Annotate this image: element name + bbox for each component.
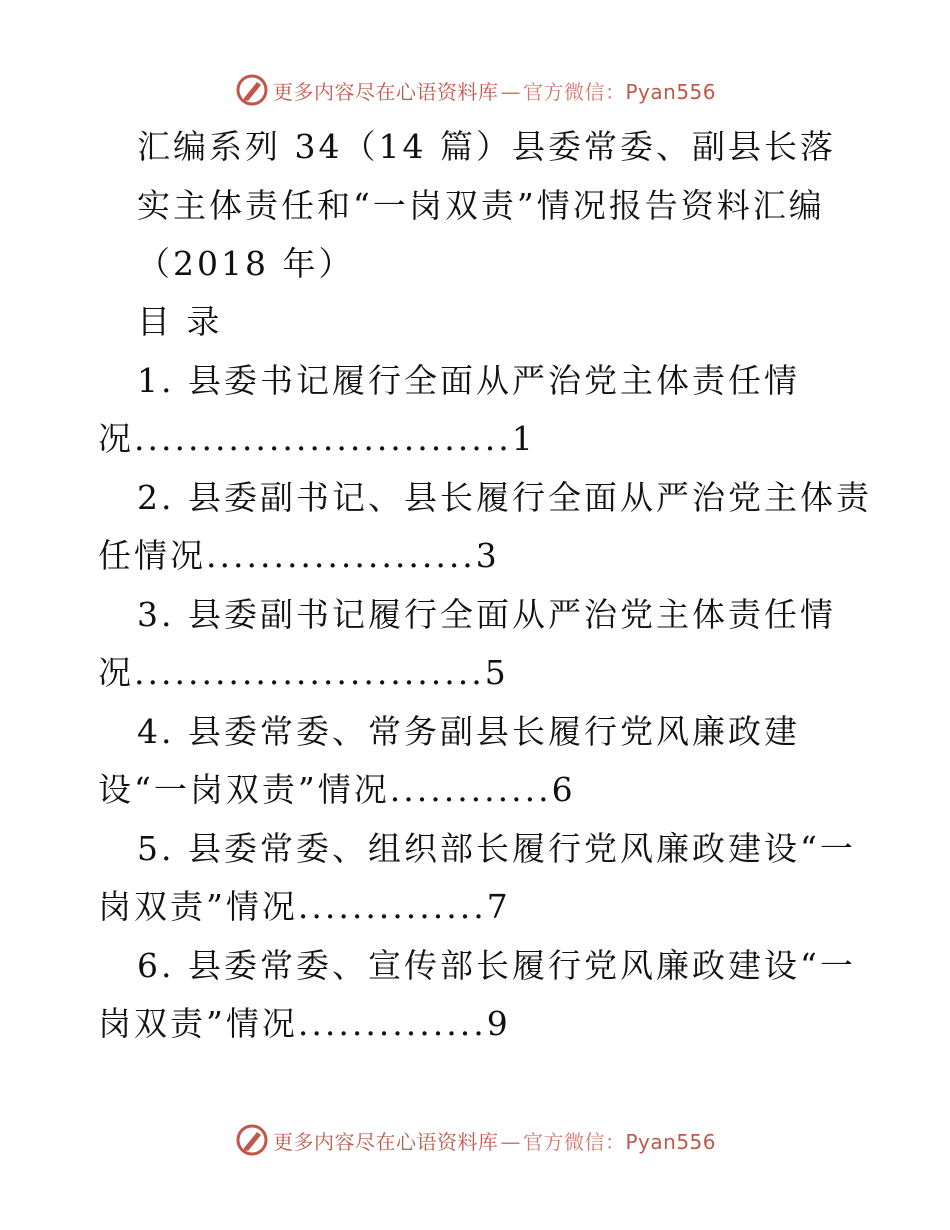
watermark-main: 更多内容尽在心语资料库 [273, 1129, 499, 1154]
toc-item-6-line-2: 岗双责”情况..............9 [98, 1004, 511, 1043]
pen-logo-icon [235, 1123, 269, 1157]
watermark-channel: 官方微信： [523, 1129, 626, 1154]
toc-item-4-line-1: 4. 县委常委、常务副县长履行党风廉政建 [137, 712, 800, 751]
header-watermark [235, 70, 716, 110]
watermark-dash: — [500, 79, 521, 104]
toc-item-2-line-1: 2. 县委副书记、县长履行全面从严治党主体责 [137, 478, 872, 517]
toc-item-5-line-2: 岗双责”情况..............7 [98, 887, 511, 926]
watermark-main: 更多内容尽在心语资料库 [273, 79, 499, 104]
toc-item-6-line-1: 6. 县委常委、宣传部长履行党风廉政建设“一 [137, 946, 856, 985]
document-title-line-2: 实主体责任和“一岗双责”情况报告资料汇编 [137, 186, 825, 225]
watermark-text [273, 76, 716, 105]
toc-item-5-line-1: 5. 县委常委、组织部长履行党风廉政建设“一 [137, 829, 856, 868]
toc-item-1-line-1: 1. 县委书记履行全面从严治党主体责任情 [137, 361, 800, 400]
watermark-channel: 官方微信： [523, 79, 626, 104]
watermark-account: Pyan556 [625, 79, 717, 104]
toc-item-1-line-2: 况............................1 [98, 419, 536, 458]
toc-item-3-line-1: 3. 县委副书记履行全面从严治党主体责任情 [137, 595, 836, 634]
watermark-text [273, 1126, 716, 1155]
watermark-dash: — [500, 1129, 521, 1154]
toc-heading: 目 录 [137, 302, 223, 341]
watermark-account: Pyan556 [625, 1129, 717, 1154]
footer-watermark [235, 1120, 716, 1160]
document-title-line-1: 汇编系列 34（14 篇）县委常委、副县长落 [137, 127, 836, 166]
toc-item-4-line-2: 设“一岗双责”情况............6 [98, 770, 576, 809]
toc-item-3-line-2: 况..........................5 [98, 653, 509, 692]
document-title-line-3: （2018 年） [137, 244, 355, 283]
pen-logo-icon [235, 73, 269, 107]
toc-item-2-line-2: 任情况....................3 [98, 536, 500, 575]
